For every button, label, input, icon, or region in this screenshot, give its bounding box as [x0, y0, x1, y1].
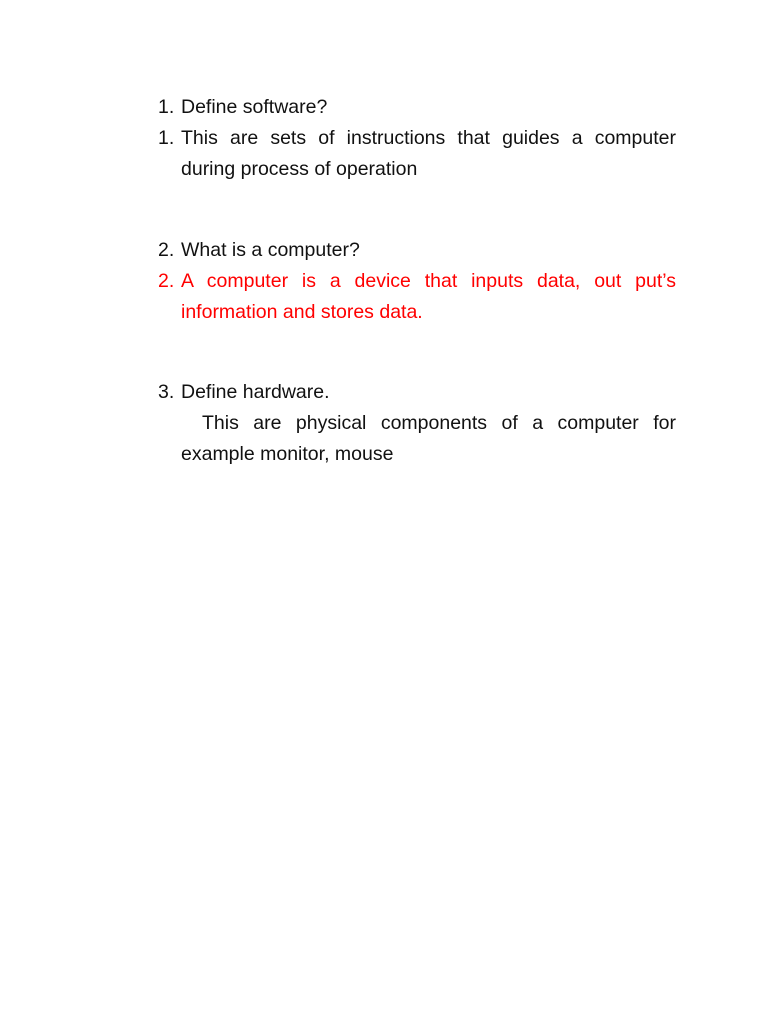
answer-2-number: 2. [158, 270, 175, 292]
question-2 [158, 235, 676, 266]
question-2-block [158, 235, 676, 328]
question-2-number: 2. [158, 239, 175, 261]
question-3-number: 3. [158, 381, 175, 403]
answer-1-number: 1. [158, 127, 175, 149]
answer-2 [158, 266, 676, 328]
answer-1 [158, 123, 676, 185]
answer-1-text: This are sets of instructions that guides a computer during process of operation [181, 127, 676, 180]
answer-2-text: A computer is a device that inputs data, out put’s information and stores data. [181, 270, 676, 323]
question-1-number: 1. [158, 96, 175, 118]
question-3 [158, 377, 676, 408]
answer-3 [158, 408, 676, 470]
question-1-block [158, 92, 676, 185]
question-2-text: What is a computer? [181, 239, 360, 261]
question-3-block [158, 377, 676, 470]
question-3-text: Define hardware. [181, 381, 330, 403]
question-1-text: Define software? [181, 96, 328, 118]
question-1 [158, 92, 676, 123]
answer-3-text: This are physical components of a computer for example monitor, mouse [181, 412, 676, 465]
